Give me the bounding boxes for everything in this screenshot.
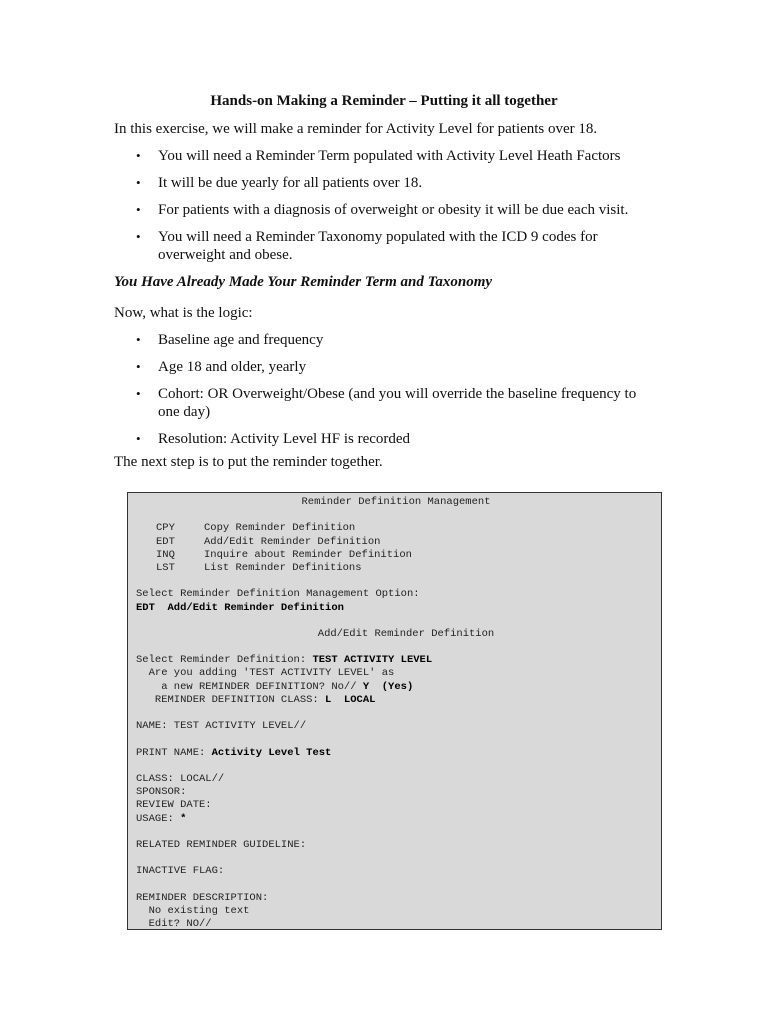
class-prompt: REMINDER DEFINITION CLASS:: [136, 693, 326, 706]
class-line: CLASS: LOCAL//: [136, 772, 225, 785]
list-item: • For patients with a diagnosis of overweight or obesity it will be due each visit.: [136, 202, 629, 218]
menu-option-cpy: CPY Copy Reminder Definition: [156, 522, 356, 535]
bullet-icon: •: [136, 148, 141, 163]
description-line: REMINDER DESCRIPTION:: [136, 891, 269, 904]
print-name-prompt: PRINT NAME:: [136, 746, 212, 759]
list-item: • It will be due yearly for all patients over 18.: [136, 175, 423, 191]
definition-prompt: Select Reminder Definition:: [136, 654, 313, 667]
name-line: NAME: TEST ACTIVITY LEVEL//: [136, 720, 307, 733]
option-prompt: Select Reminder Definition Management Option:: [136, 588, 420, 601]
bullet-icon: •: [136, 229, 141, 244]
terminal-screenshot: [127, 492, 662, 930]
option-answer: EDT Add/Edit Reminder Definition: [136, 601, 344, 614]
print-name-answer: Activity Level Test: [211, 746, 332, 759]
usage-answer: *: [180, 812, 187, 825]
new-definition-prompt: a new REMINDER DEFINITION? No//: [136, 680, 363, 693]
list-item: • Baseline age and frequency: [136, 332, 324, 348]
terminal-header: Reminder Definition Management: [301, 496, 491, 508]
section-subheading: You Have Already Made Your Reminder Term and Taxonomy: [114, 274, 493, 290]
intro-paragraph: In this exercise, we will make a reminder for Activity Level for patients over 18.: [114, 121, 598, 137]
document-body: [114, 93, 674, 471]
bullet-icon: •: [136, 431, 141, 446]
list-item: • Cohort: OR Overweight/Obese (and you will override the baseline frequency to one day): [136, 386, 637, 420]
page-title: Hands-on Making a Reminder – Putting it all together: [210, 93, 558, 109]
logic-intro: Now, what is the logic:: [114, 305, 253, 321]
class-answer: L LOCAL: [325, 693, 376, 706]
no-text-line: No existing text: [136, 904, 250, 917]
menu-option-inq: INQ Inquire about Reminder Definition: [156, 548, 412, 561]
bullet-icon: •: [136, 359, 141, 374]
list-item: • Resolution: Activity Level HF is recorded: [136, 431, 411, 447]
bullet-icon: •: [136, 332, 141, 347]
adding-line: Are you adding 'TEST ACTIVITY LEVEL' as: [136, 667, 395, 680]
review-date-line: REVIEW DATE:: [136, 799, 212, 812]
definition-answer: TEST ACTIVITY LEVEL: [312, 654, 433, 667]
sponsor-line: SPONSOR:: [136, 786, 187, 799]
new-definition-answer: Y (Yes): [362, 680, 414, 693]
list-item: • You will need a Reminder Term populated with Activity Level Heath Factors: [136, 148, 621, 164]
edit-line: Edit? NO//: [136, 918, 212, 930]
bullet-icon: •: [136, 386, 141, 401]
logic-list: [114, 331, 674, 448]
requirements-list: [114, 147, 674, 264]
bullet-icon: •: [136, 175, 141, 190]
menu-option-edt: EDT Add/Edit Reminder Definition: [156, 535, 381, 548]
list-item: • Age 18 and older, yearly: [136, 359, 307, 375]
usage-prompt: USAGE:: [136, 812, 181, 825]
next-step-paragraph: The next step is to put the reminder together.: [114, 454, 383, 470]
menu-option-lst: LST List Reminder Definitions: [156, 561, 362, 574]
terminal-subheader: Add/Edit Reminder Definition: [317, 627, 495, 640]
related-guideline-line: RELATED REMINDER GUIDELINE:: [136, 838, 307, 851]
bullet-icon: •: [136, 202, 141, 217]
list-item: • You will need a Reminder Taxonomy populated with the ICD 9 codes for overweight and obese.: [136, 229, 598, 263]
inactive-flag-line: INACTIVE FLAG:: [136, 865, 225, 878]
